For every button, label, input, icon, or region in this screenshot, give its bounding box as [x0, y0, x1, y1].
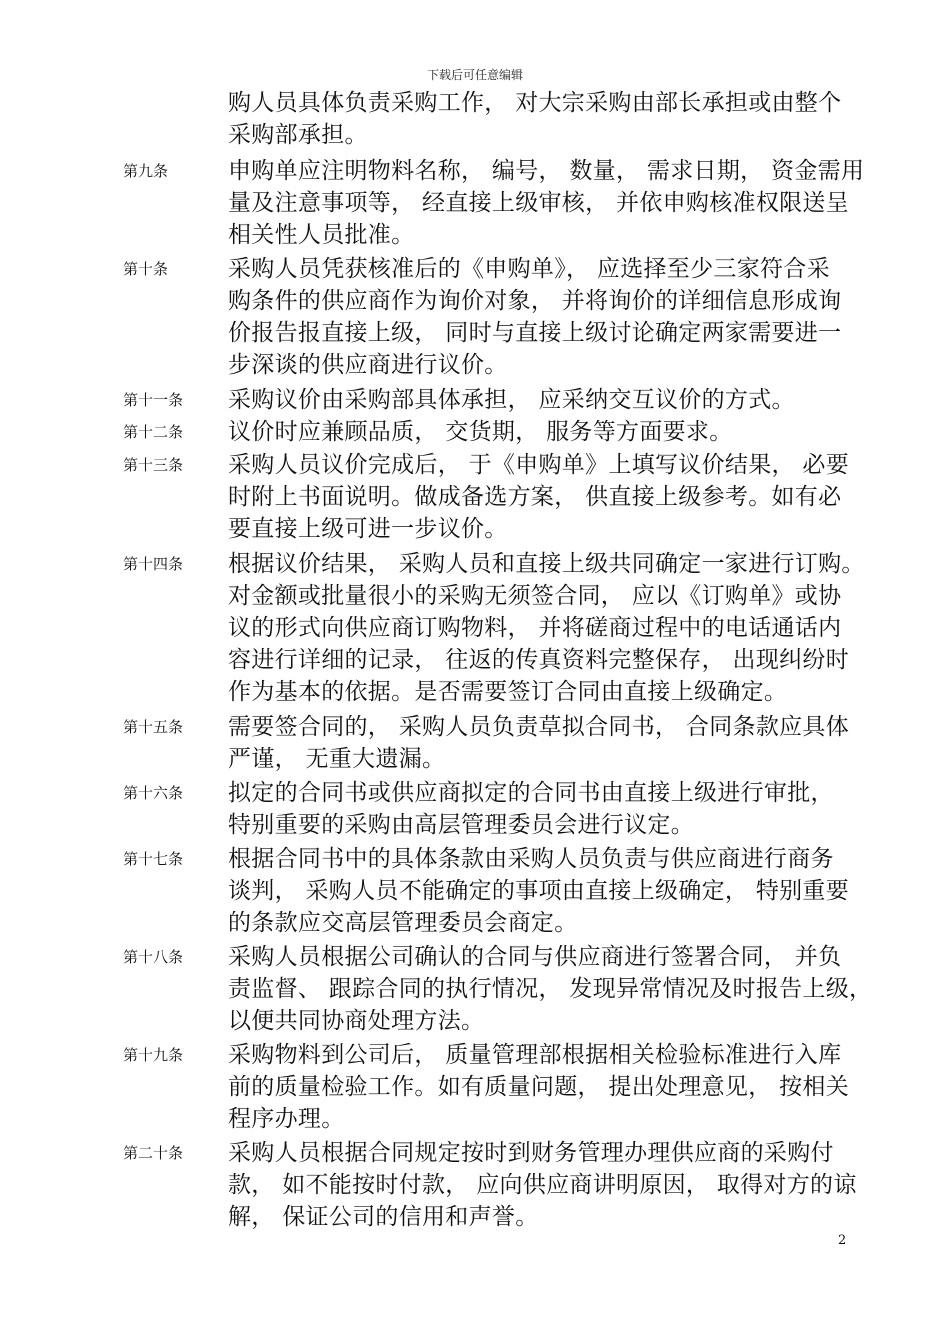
article-line: 采购人员根据公司确认的合同与供应商进行签署合同， 并负 [228, 944, 842, 970]
article-label: 第二十条 [123, 1144, 184, 1162]
article-line: 拟定的合同书或供应商拟定的合同书由直接上级进行审批， [228, 780, 834, 806]
article-label: 第十六条 [123, 784, 184, 802]
article-line: 议价时应兼顾品质， 交货期， 服务等方面要求。 [228, 419, 733, 445]
article-line: 的条款应交高层管理委员会商定。 [228, 910, 578, 936]
article-line: 议的形式向供应商订购物料， 并将磋商过程中的电话通话内 [228, 615, 842, 641]
article-line: 特别重要的采购由高层管理委员会进行议定。 [228, 812, 694, 838]
article-line: 价报告报直接上级， 同时与直接上级讨论确定两家需要进一 [228, 320, 842, 346]
article-line: 解， 保证公司的信用和声誉。 [228, 1204, 539, 1230]
article-line: 程序办理。 [228, 1106, 345, 1132]
article-line: 采购人员议价完成后， 于《申购单》上填写议价结果， 必要 [228, 452, 850, 478]
continuation-line: 购人员具体负责采购工作， 对大宗采购由部长承担或由整个 [228, 90, 842, 116]
article-line: 采购人员凭获核准后的《申购单》， 应选择至少三家符合采 [228, 256, 830, 282]
article-line: 要直接上级可进一步议价。 [228, 516, 508, 542]
article-line: 时附上书面说明。做成备选方案， 供直接上级参考。如有必 [228, 484, 842, 510]
article-line: 款， 如不能按时付款， 应向供应商讲明原因， 取得对方的谅 [228, 1172, 857, 1198]
article-line: 责监督、 跟踪合同的执行情况， 发现异常情况及时报告上级， [228, 976, 873, 1002]
article-label: 第九条 [123, 162, 169, 180]
page-header: 下载后可任意编辑 [426, 68, 523, 82]
article-line: 步深谈的供应商进行议价。 [228, 352, 508, 378]
article-line: 对金额或批量很小的采购无须签合同， 应以《订购单》或协 [228, 583, 842, 609]
article-line: 根据合同书中的具体条款由采购人员负责与供应商进行商务 [228, 846, 834, 872]
article-line: 需要签合同的， 采购人员负责草拟合同书， 合同条款应具体 [228, 714, 850, 740]
article-label: 第十四条 [123, 555, 184, 573]
article-label: 第十八条 [123, 948, 184, 966]
continuation-line: 采购部承担。 [228, 122, 368, 148]
article-line: 采购议价由采购部具体承担， 应采纳交互议价的方式。 [228, 387, 795, 413]
article-line: 购条件的供应商作为询价对象， 并将询价的详细信息形成询 [228, 288, 842, 314]
article-label: 第十三条 [123, 456, 184, 474]
article-label: 第十二条 [123, 423, 184, 441]
article-label: 第十九条 [123, 1046, 184, 1064]
article-line: 前的质量检验工作。如有质量问题， 提出处理意见， 按相关 [228, 1074, 850, 1100]
article-label: 第十一条 [123, 391, 184, 409]
article-line: 申购单应注明物料名称， 编号， 数量， 需求日期， 资金需用 [228, 158, 865, 184]
article-line: 严谨， 无重大遗漏。 [228, 746, 446, 772]
article-line: 量及注意事项等， 经直接上级审核， 并依申购核准权限送呈 [228, 190, 850, 216]
article-label: 第十条 [123, 260, 169, 278]
article-line: 容进行详细的记录， 往返的传真资料完整保存， 出现纠纷时 [228, 647, 850, 673]
article-line: 采购物料到公司后， 质量管理部根据相关检验标准进行入库 [228, 1042, 842, 1068]
article-line: 相关性人员批准。 [228, 222, 415, 248]
article-line: 采购人员根据合同规定按时到财务管理办理供应商的采购付 [228, 1140, 834, 1166]
article-label: 第十五条 [123, 718, 184, 736]
article-line: 谈判， 采购人员不能确定的事项由直接上级确定， 特别重要 [228, 878, 850, 904]
article-label: 第十七条 [123, 850, 184, 868]
article-line: 作为基本的依据。是否需要签订合同由直接上级确定。 [228, 679, 788, 705]
page-number: 2 [838, 1233, 847, 1248]
article-line: 根据议价结果， 采购人员和直接上级共同确定一家进行订购。 [228, 551, 865, 577]
article-line: 以便共同协商处理方法。 [228, 1008, 485, 1034]
